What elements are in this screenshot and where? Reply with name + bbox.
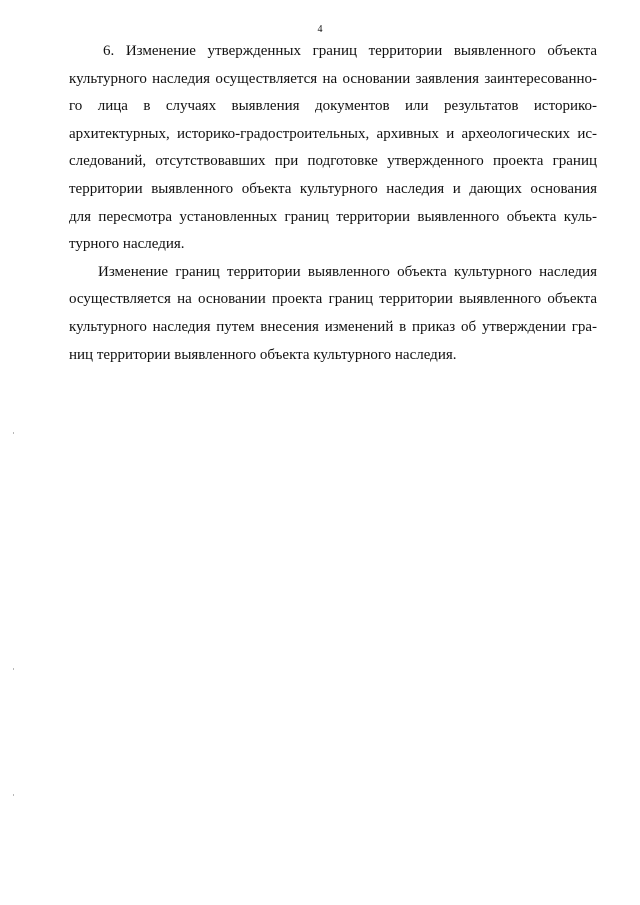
text-line: культурного наследия осуществляется на основании заявления заинтересованно- — [69, 70, 597, 87]
paragraph-boundary-change — [69, 259, 597, 369]
text-line: ниц территории выявленного объекта культурного наследия. — [69, 346, 457, 363]
text-line: го лица в случаях выявления документов или результатов историко- — [69, 98, 597, 115]
text-line: 6. Изменение утвержденных границ территории выявленного объекта — [103, 43, 597, 59]
scan-margin-mark — [13, 794, 14, 796]
scan-margin-mark — [13, 432, 14, 434]
text-line: для пересмотра установленных границ территории выявленного объекта куль- — [69, 208, 597, 225]
text-line: следований, отсутствовавших при подготовке утвержденного проекта границ — [69, 153, 597, 170]
text-line: Изменение границ территории выявленного объекта культурного наследия — [98, 263, 597, 280]
text-line: архитектурных, историко-градостроительных, архивных и археологических ис- — [69, 125, 597, 142]
paragraph-6 — [69, 38, 597, 259]
text-line: турного наследия. — [69, 236, 185, 253]
text-line: территории выявленного объекта культурного наследия и дающих основания — [69, 180, 597, 197]
page-number: 4 — [317, 24, 323, 35]
document-body — [69, 38, 597, 369]
text-line: осуществляется на основании проекта границ территории выявленного объекта — [69, 291, 597, 308]
text-line: культурного наследия путем внесения изменений в приказ об утверждении гра- — [69, 318, 597, 335]
scan-margin-mark — [13, 668, 14, 670]
